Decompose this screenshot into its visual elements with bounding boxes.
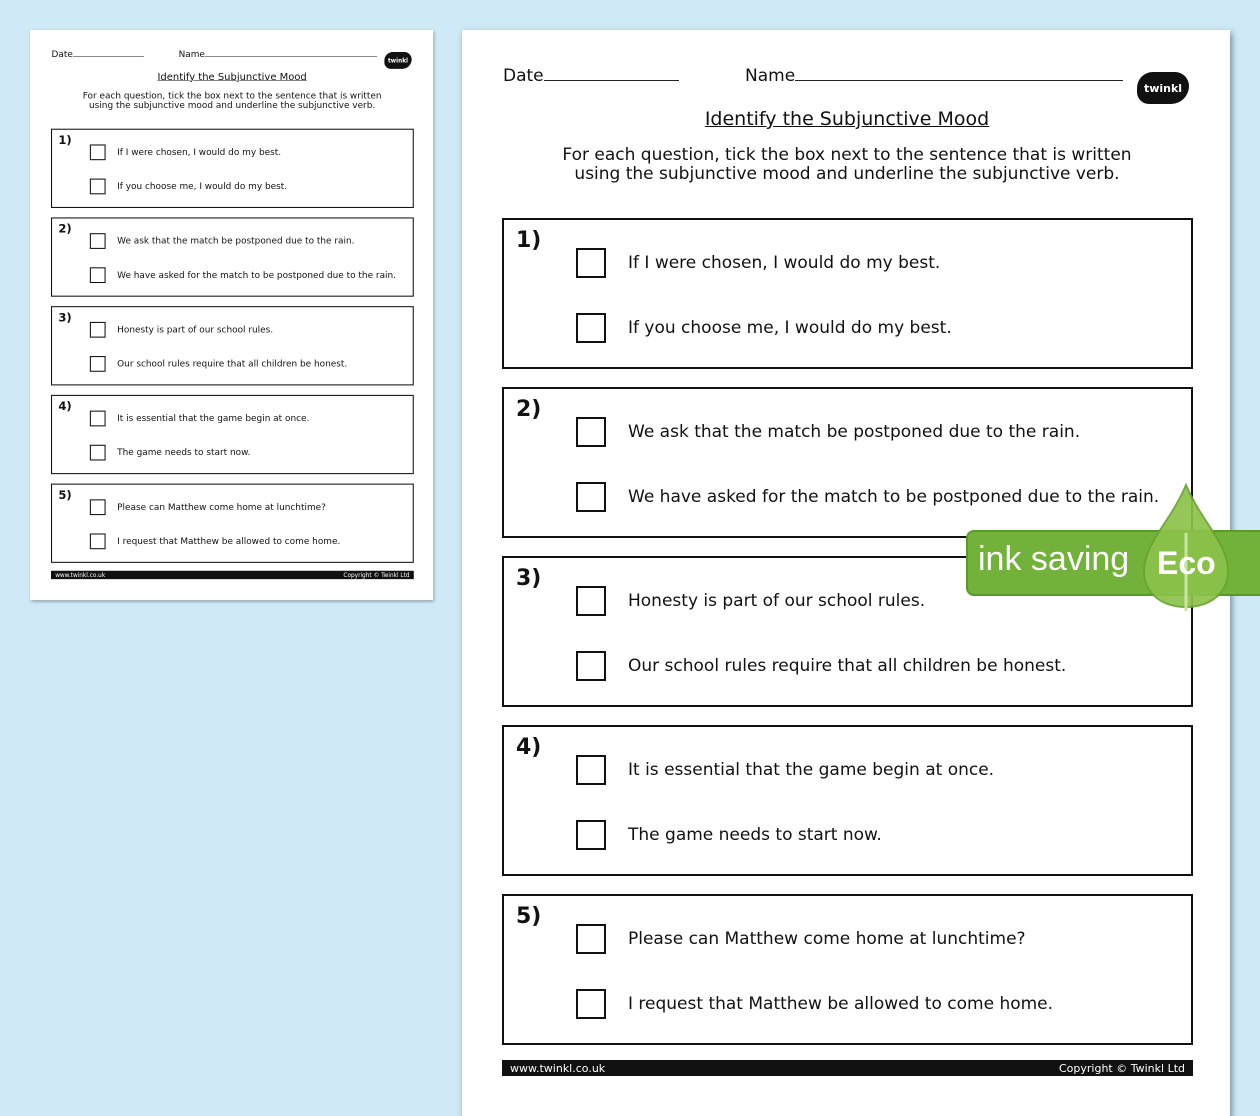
question-box [502,218,1193,369]
answer-option[interactable] [90,411,309,427]
question-box [502,725,1193,876]
name-line[interactable] [205,56,377,57]
answer-option[interactable] [576,924,1026,954]
worksheet-thumbnail[interactable] [30,30,433,600]
name-line[interactable] [795,80,1123,81]
question-number: 5) [58,488,72,502]
checkbox[interactable] [90,411,106,427]
date-field[interactable] [52,49,144,59]
checkbox[interactable] [90,179,106,195]
checkbox[interactable] [576,651,606,681]
answer-option[interactable] [90,179,287,195]
option-text: I request that Matthew be allowed to come home. [628,994,1054,1014]
answer-option[interactable] [576,755,994,785]
page-footer [502,1060,1193,1076]
checkbox[interactable] [576,417,606,447]
question-box [51,306,414,385]
worksheet-title: Identify the Subjunctive Mood [157,70,307,83]
date-label: Date [503,66,544,86]
option-text: It is essential that the game begin at once. [628,760,995,780]
answer-option[interactable] [576,586,925,616]
name-label: Name [745,66,796,86]
checkbox[interactable] [90,233,106,249]
footer-copyright: Copyright © Twinkl Ltd [1058,1061,1185,1075]
checkbox[interactable] [90,322,106,338]
option-text: If you choose me, I would do my best. [628,318,952,338]
checkbox[interactable] [90,533,106,549]
checkbox[interactable] [576,248,606,278]
checkbox[interactable] [90,356,106,372]
answer-option[interactable] [90,233,355,249]
answer-option[interactable] [90,267,396,283]
date-label: Date [51,48,73,60]
option-text: Honesty is part of our school rules. [117,324,274,336]
instruction-line: using the subjunctive mood and underline the subjunctive verb. [574,164,1120,184]
option-text: If you choose me, I would do my best. [117,181,288,192]
option-text: Please can Matthew come home at lunchtime? [628,929,1026,949]
checkbox[interactable] [90,144,106,160]
answer-option[interactable] [90,322,273,338]
question-number: 4) [516,735,542,760]
question-box [51,129,414,208]
twinkl-logo: twinkl [384,52,411,69]
page-footer [51,571,414,579]
question-number: 3) [516,566,542,591]
option-text: Our school rules require that all children be honest. [117,358,348,370]
footer-website: www.twinkl.co.uk [510,1061,606,1075]
eco-label: Eco [1157,545,1216,581]
question-number: 1) [58,133,72,148]
answer-option[interactable] [90,356,347,372]
option-text: We have asked for the match to be postponed due to the rain. [117,269,397,281]
answer-option[interactable] [576,313,952,343]
answer-option[interactable] [90,144,281,160]
answer-option[interactable] [90,445,251,461]
answer-option[interactable] [90,499,326,515]
option-text: We ask that the match be postponed due to the rain. [117,235,355,247]
answer-option[interactable] [576,482,1159,512]
option-text: It is essential that the game begin at once. [117,413,310,424]
checkbox[interactable] [576,924,606,954]
instruction-line: For each question, tick the box next to the sentence that is written [562,145,1132,165]
option-text: If I were chosen, I would do my best. [117,147,282,158]
checkbox[interactable] [576,989,606,1019]
checkbox[interactable] [90,445,106,461]
option-text: Please can Matthew come home at lunchtime? [117,501,326,513]
instructions [462,146,1232,184]
question-number: 3) [58,311,72,325]
question-number: 4) [58,400,72,414]
question-box [51,217,414,296]
question-box [502,387,1193,538]
checkbox[interactable] [576,820,606,850]
date-field[interactable] [503,66,679,86]
instruction-line: using the subjunctive mood and underline the subjunctive verb. [89,100,376,111]
worksheet-title: Identify the Subjunctive Mood [704,108,990,130]
option-text: Our school rules require that all children be honest. [628,656,1067,676]
question-box [502,894,1193,1045]
checkbox[interactable] [90,267,106,283]
footer-copyright: Copyright © Twinkl Ltd [343,571,410,579]
checkbox[interactable] [576,586,606,616]
answer-option[interactable] [576,820,882,850]
ink-saving-text: ink saving [978,540,1130,578]
answer-option[interactable] [576,651,1066,681]
name-field[interactable] [745,66,1123,86]
option-text: If I were chosen, I would do my best. [628,253,941,273]
option-text: We have asked for the match to be postponed due to the rain. [628,487,1160,507]
question-box [51,484,414,563]
checkbox[interactable] [576,755,606,785]
option-text: Honesty is part of our school rules. [628,591,926,611]
option-text: We ask that the match be postponed due to the rain. [628,422,1081,442]
question-number: 2) [516,397,542,422]
option-text: The game needs to start now. [628,825,882,845]
date-line[interactable] [73,56,144,57]
twinkl-logo: twinkl [1137,72,1189,104]
answer-option[interactable] [90,533,340,549]
question-box [51,395,414,474]
answer-option[interactable] [576,417,1080,447]
instruction-line: For each question, tick the box next to the sentence that is written [82,90,382,101]
name-label: Name [178,48,205,60]
answer-option[interactable] [576,248,940,278]
question-number: 2) [58,222,72,236]
checkbox[interactable] [576,482,606,512]
option-text: The game needs to start now. [117,447,251,458]
question-number: 5) [516,904,542,929]
checkbox[interactable] [576,313,606,343]
name-field[interactable] [179,49,378,59]
checkbox[interactable] [90,499,106,515]
answer-option[interactable] [576,989,1053,1019]
question-number: 1) [516,228,542,253]
option-text: I request that Matthew be allowed to come home. [117,536,341,547]
date-line[interactable] [544,80,679,81]
instructions [30,91,434,111]
footer-website: www.twinkl.co.uk [55,571,106,579]
